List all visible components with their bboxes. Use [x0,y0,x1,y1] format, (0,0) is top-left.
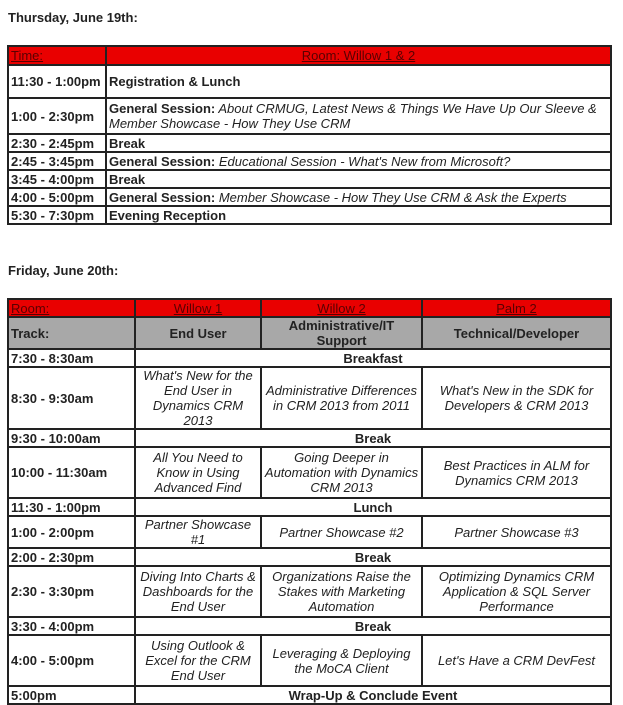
session-cell [106,152,611,170]
session-label: Registration & Lunch [109,74,241,89]
table-header-row [8,299,611,317]
time-cell: 11:30 - 1:00pm [8,65,106,98]
track-end-user: End User [135,317,261,349]
room-willow-1-header: Willow 1 [135,299,261,317]
table-row [8,367,611,429]
session-cell [106,98,611,134]
table-row [8,188,611,206]
time-cell: 8:30 - 9:30am [8,367,135,429]
session-cell: Organizations Raise the Stakes with Marketing Automation [261,566,422,617]
table-row [8,617,611,635]
table-row [8,134,611,152]
session-cell [106,206,611,224]
session-cell: Using Outlook & Excel for the CRM End User [135,635,261,686]
table-header-row [8,46,611,65]
friday-schedule-table [7,298,612,705]
session-label: Break [109,135,146,151]
table-row [8,566,611,617]
span-cell: Break [135,617,611,635]
friday-title: Friday, June 20th: [8,263,119,278]
session-cell [106,170,611,188]
session-cell: What's New in the SDK for Developers & CRM 2013 [422,367,611,429]
session-cell: Administrative Differences in CRM 2013 from 2011 [261,367,422,429]
session-label: Break [109,171,146,187]
time-cell: 5:30 - 7:30pm [8,206,106,224]
table-row [8,447,611,498]
span-cell: Lunch [135,498,611,516]
session-cell: Partner Showcase #1 [135,516,261,548]
session-cell: Optimizing Dynamics CRM Application & SQL Server Performance [422,566,611,617]
session-cell [106,188,611,206]
room-header: Room: [8,299,135,317]
session-desc: Educational Session - What's New from Microsoft? [215,153,511,169]
session-label: General Session: [109,189,216,205]
table-row [8,349,611,367]
session-desc: About CRMUG, Latest News & Things We Have Up Our Sleeve & Member Showcase - How They Use CRM [109,101,597,131]
time-cell: 2:45 - 3:45pm [8,152,106,170]
time-cell: 11:30 - 1:00pm [8,498,135,516]
table-row [8,206,611,224]
table-row [8,686,611,704]
session-cell: All You Need to Know in Using Advanced Find [135,447,261,498]
session-cell: Leveraging & Deploying the MoCA Client [261,635,422,686]
time-header: Time: [8,46,106,65]
session-label: Evening Reception [109,207,227,223]
span-cell: Wrap-Up & Conclude Event [135,686,611,704]
track-label: Track: [8,317,135,349]
track-admin: Administrative/IT Support [261,317,422,349]
time-cell: 7:30 - 8:30am [8,349,135,367]
time-cell: 1:00 - 2:00pm [8,516,135,548]
thursday-title: Thursday, June 19th: [8,10,138,25]
table-row [8,152,611,170]
session-cell: Going Deeper in Automation with Dynamics CRM 2013 [261,447,422,498]
session-cell: Let's Have a CRM DevFest [422,635,611,686]
session-cell [106,134,611,152]
table-row [8,498,611,516]
time-cell: 3:45 - 4:00pm [8,170,106,188]
session-cell: Partner Showcase #3 [422,516,611,548]
session-cell: Partner Showcase #2 [261,516,422,548]
table-row [8,635,611,686]
table-row [8,516,611,548]
thursday-schedule-table [7,45,612,225]
session-cell: Best Practices in ALM for Dynamics CRM 2013 [422,447,611,498]
session-cell [106,65,611,98]
time-cell: 9:30 - 10:00am [8,429,135,447]
time-cell: 1:00 - 2:30pm [8,98,106,134]
session-cell: What's New for the End User in Dynamics CRM 2013 [135,367,261,429]
time-cell: 4:00 - 5:00pm [8,635,135,686]
track-developer: Technical/Developer [422,317,611,349]
span-cell: Break [135,429,611,447]
table-row [8,98,611,134]
time-cell: 2:00 - 2:30pm [8,548,135,566]
room-willow-2-header: Willow 2 [261,299,422,317]
span-cell: Breakfast [135,349,611,367]
session-label: General Session: [109,153,216,169]
table-row [8,170,611,188]
time-cell: 2:30 - 3:30pm [8,566,135,617]
table-row [8,548,611,566]
table-row [8,429,611,447]
session-label: General Session: [109,101,216,116]
time-cell: 2:30 - 2:45pm [8,134,106,152]
table-row [8,65,611,98]
span-cell: Break [135,548,611,566]
time-cell: 10:00 - 11:30am [8,447,135,498]
track-row [8,317,611,349]
room-header: Room: Willow 1 & 2 [106,46,611,65]
room-palm-2-header: Palm 2 [422,299,611,317]
time-cell: 3:30 - 4:00pm [8,617,135,635]
session-desc: Member Showcase - How They Use CRM & Ask the Experts [215,189,567,205]
time-cell: 4:00 - 5:00pm [8,188,106,206]
session-cell: Diving Into Charts & Dashboards for the End User [135,566,261,617]
time-cell: 5:00pm [8,686,135,704]
